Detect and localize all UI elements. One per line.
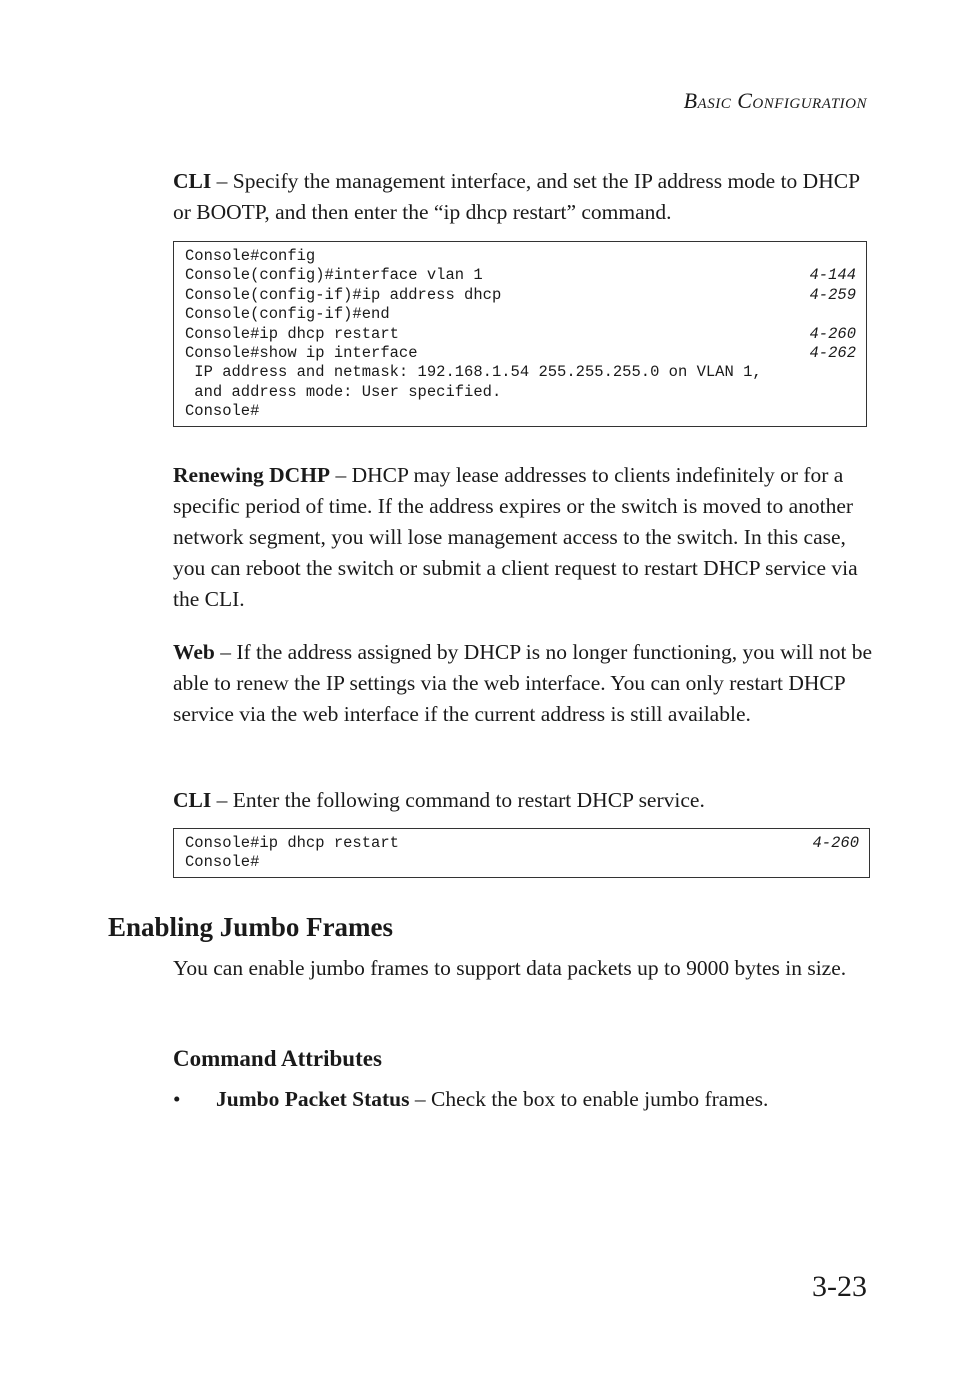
code-command: Console#config [185, 247, 316, 265]
code-line [185, 325, 856, 344]
code-lines [185, 247, 856, 422]
code-line [185, 247, 856, 266]
code-command: Console(config-if)#ip address dhcp [185, 285, 502, 304]
code-page-reference: 4-260 [812, 834, 859, 852]
code-command: Console#ip dhcp restart [185, 834, 399, 852]
code-line [185, 402, 856, 421]
section-paragraph: You can enable jumbo frames to support data packets up to 9000 bytes in size. [173, 956, 847, 980]
cli-intro-paragraph [173, 166, 873, 228]
web-label: Web [173, 640, 215, 664]
code-page-reference: 4-259 [809, 285, 856, 304]
subsection-title: Command Attributes [173, 1046, 382, 1071]
cli-restart-label: CLI [173, 788, 212, 812]
bullet-label: Jumbo Packet Status [216, 1087, 410, 1111]
running-head: Basic Configuration [683, 88, 867, 113]
code-line [185, 363, 856, 382]
code-page-reference: 4-262 [809, 343, 856, 362]
renewing-text: – DHCP may lease addresses to clients indefinitely or for a specific period of time. If the address expires or the switch is moved to another network segment, you will lose management access to the switch. In this case, you can reboot the switch or submit a client request to restart DHCP service via the CLI. [173, 463, 858, 611]
cli-restart-paragraph [173, 785, 873, 816]
web-paragraph [173, 637, 873, 730]
code-command: Console(config-if)#end [185, 305, 390, 324]
web-text: – If the address assigned by DHCP is no longer functioning, you will not be able to renew the IP settings via the web interface. You can only restart DHCP service via the web interface if the current address is still available. [173, 640, 873, 726]
code-line [185, 834, 859, 853]
cli-restart-text: – Enter the following command to restart DHCP service. [211, 788, 705, 812]
code-line [185, 344, 856, 363]
code-line [185, 383, 856, 402]
code-command: IP address and netmask: 192.168.1.54 255.255.255.0 on VLAN 1, [185, 363, 762, 382]
page-number: 3-23 [812, 1270, 867, 1303]
bullet-item [216, 1084, 768, 1115]
bullet-text: – Check the box to enable jumbo frames. [409, 1087, 769, 1111]
code-lines [185, 834, 859, 873]
code-line [185, 305, 856, 324]
code-block-restart [173, 828, 870, 878]
renewing-label: Renewing DCHP [173, 463, 331, 487]
code-line [185, 853, 859, 872]
code-block-config [173, 241, 867, 427]
bullet-symbol: • [173, 1087, 181, 1111]
code-page-reference: 4-260 [809, 324, 856, 343]
code-command: Console# [185, 853, 260, 872]
cli-label: CLI [173, 169, 212, 193]
cli-intro-text: – Specify the management interface, and set the IP address mode to DHCP or BOOTP, and then enter the “ip dhcp restart” command. [173, 169, 860, 224]
section-title: Enabling Jumbo Frames [108, 912, 394, 942]
code-command: Console# [185, 402, 260, 421]
code-line [185, 266, 856, 285]
code-command: Console#show ip interface [185, 343, 418, 362]
code-command: Console#ip dhcp restart [185, 324, 399, 343]
code-page-reference: 4-144 [809, 266, 856, 285]
code-line [185, 286, 856, 305]
code-command: and address mode: User specified. [185, 382, 502, 401]
renewing-paragraph [173, 460, 873, 615]
code-command: Console(config)#interface vlan 1 [185, 266, 483, 285]
